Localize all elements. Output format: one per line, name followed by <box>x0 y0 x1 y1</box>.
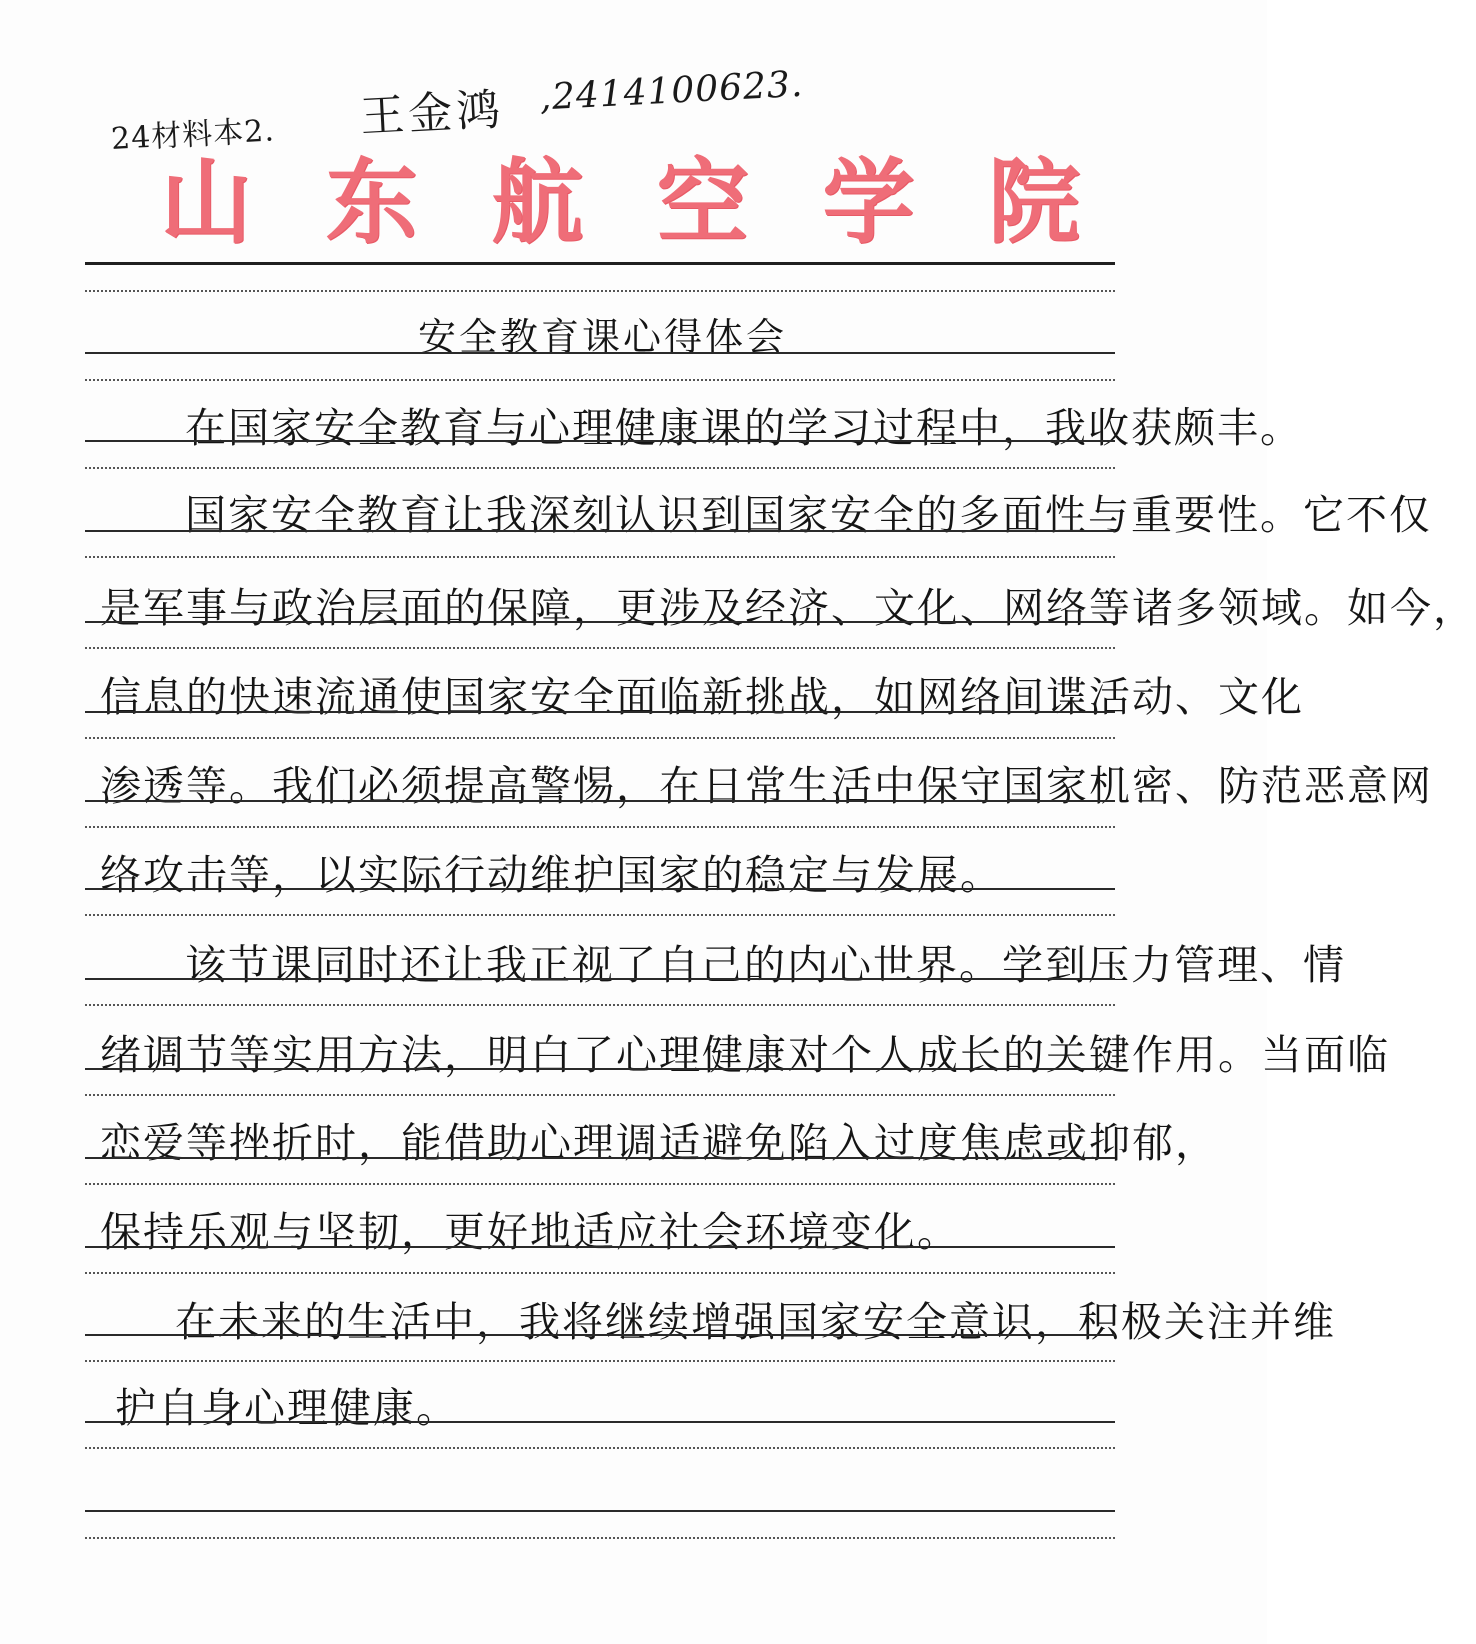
dotted-rule <box>85 647 1115 649</box>
student-name: 王金鸿 <box>359 84 506 143</box>
dotted-rule <box>85 1537 1115 1539</box>
writing-rule <box>85 440 1115 442</box>
essay-line: 信息的快速流通使国家安全面临新挑战，如网络间谍活动、文化 <box>100 673 1304 721</box>
dotted-rule <box>85 1272 1115 1274</box>
essay-line: 在未来的生活中，我将继续增强国家安全意识，积极关注并维 <box>175 1298 1336 1346</box>
dotted-rule <box>85 1094 1115 1096</box>
writing-rule <box>85 530 1115 532</box>
essay-line: 护自身心理健康。 <box>115 1384 459 1432</box>
writing-rule <box>85 888 1115 890</box>
dotted-rule <box>85 826 1115 828</box>
dotted-rule <box>85 1447 1115 1449</box>
school-name-char: 航 <box>491 148 584 256</box>
essay-line: 在国家安全教育与心理健康课的学习过程中，我收获颇丰。 <box>185 404 1303 452</box>
header-rule <box>85 262 1115 265</box>
school-name-char: 空 <box>656 148 749 256</box>
school-name-char: 学 <box>822 148 915 256</box>
dotted-rule <box>85 1183 1115 1185</box>
dotted-rule <box>85 1004 1115 1006</box>
essay-line: 络攻击等，以实际行动维护国家的稳定与发展。 <box>100 851 1003 899</box>
writing-rule <box>85 1334 1115 1336</box>
writing-rule <box>85 352 1115 354</box>
school-name-char: 山 <box>160 148 253 256</box>
dotted-rule <box>85 467 1115 469</box>
dotted-rule <box>85 379 1115 381</box>
school-name-char: 院 <box>987 148 1080 256</box>
writing-rule <box>85 621 1115 623</box>
writing-rule <box>85 711 1115 713</box>
class-label: 24材料本2. <box>110 113 276 157</box>
dotted-rule <box>85 914 1115 916</box>
dotted-rule <box>85 290 1115 292</box>
writing-rule <box>85 978 1115 980</box>
essay-line: 保持乐观与坚韧，更好地适应社会环境变化。 <box>100 1208 960 1256</box>
dotted-rule <box>85 1360 1115 1362</box>
essay-line: 国家安全教育让我深刻认识到国家安全的多面性与重要性。它不仅 <box>185 491 1432 539</box>
writing-rule <box>85 1510 1115 1512</box>
essay-line: 渗透等。我们必须提高警惕，在日常生活中保守国家机密、防范恶意网 <box>100 762 1433 810</box>
writing-rule <box>85 1068 1115 1070</box>
essay-line: 恋爱等挫折时，能借助心理调适避免陷入过度焦虑或抑郁， <box>100 1119 1218 1167</box>
essay-line: 绪调节等实用方法，明白了心理健康对个人成长的关键作用。当面临 <box>100 1031 1390 1079</box>
writing-rule <box>85 1246 1115 1248</box>
school-letterhead <box>160 140 1080 256</box>
essay-title: 安全教育课心得体会 <box>418 315 788 359</box>
dotted-rule <box>85 556 1115 558</box>
essay-line: 该节课同时还让我正视了自己的内心世界。学到压力管理、情 <box>185 941 1346 989</box>
student-id: ,2414100623. <box>538 63 805 119</box>
dotted-rule <box>85 737 1115 739</box>
essay-line: 是军事与政治层面的保障，更涉及经济、文化、网络等诸多领域。如今， <box>100 584 1476 632</box>
school-name-char: 东 <box>325 148 418 256</box>
writing-rule <box>85 800 1115 802</box>
writing-rule <box>85 1421 1115 1423</box>
writing-rule <box>85 1157 1115 1159</box>
